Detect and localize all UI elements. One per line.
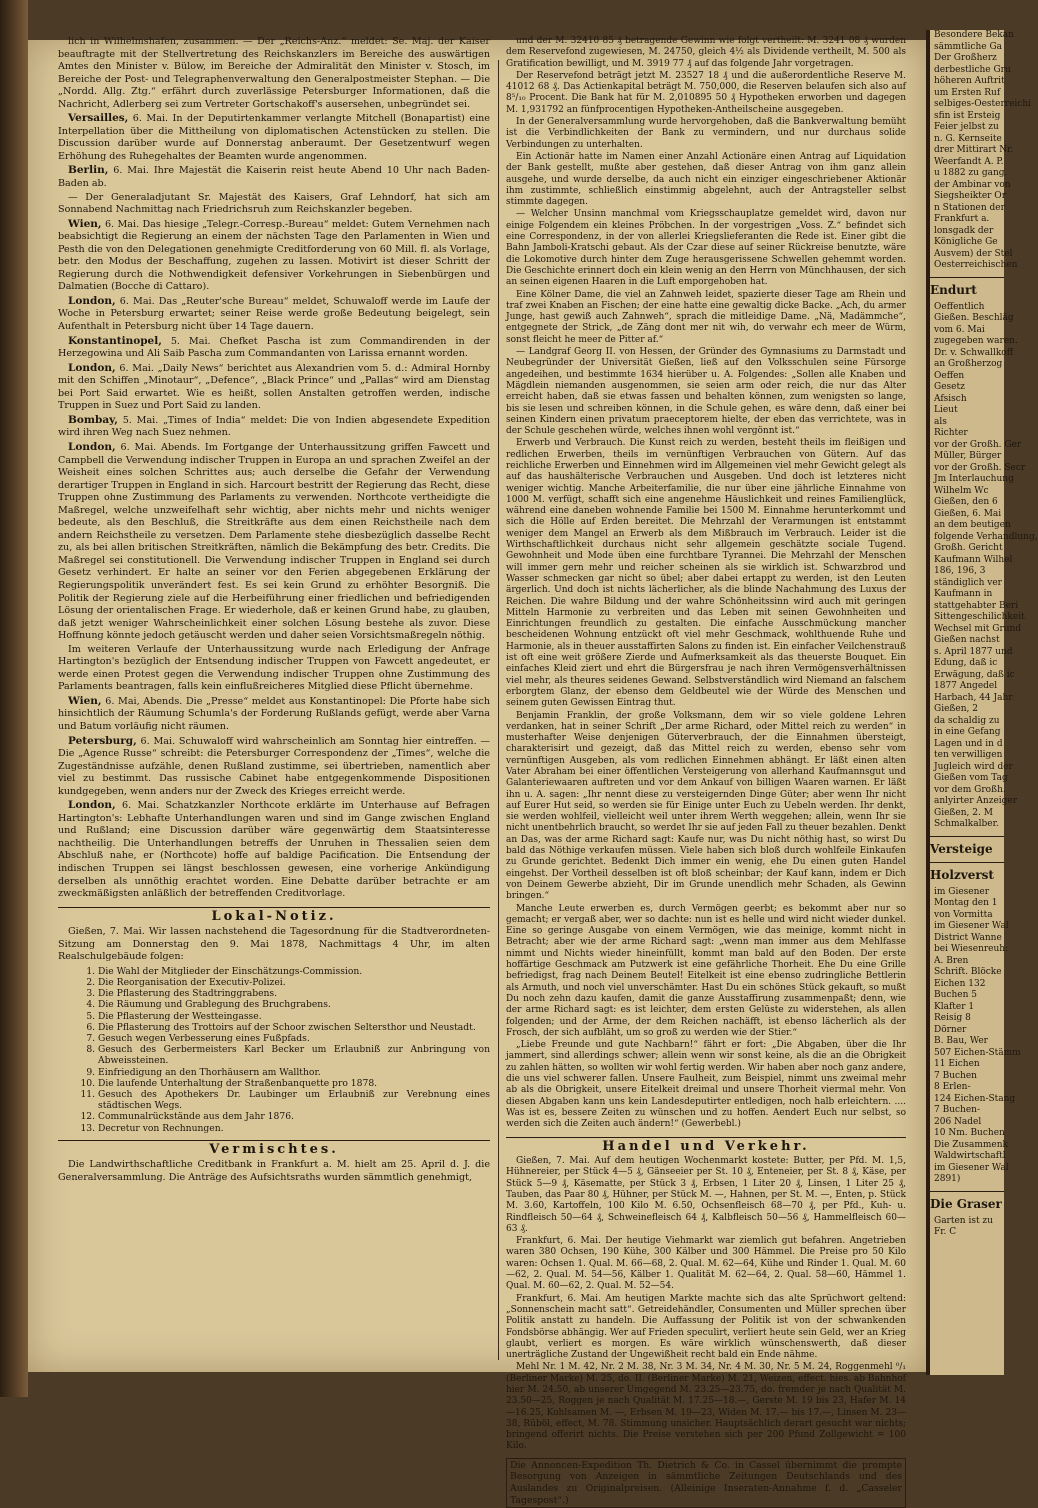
lokal-notiz-heading: Lokal-Notiz. [58, 907, 490, 924]
market-paragraph: Mehl Nr. 1 M. 42, Nr. 2 M. 38, Nr. 3 M. 34, Nr. 4 M. 30, Nr. 5 M. 24, Roggenmehl ⁰/₁ (Berliner Marke) M. 25, do. II. (Berliner Marke) M. 21, Weizen, effect. hies. ab Bahnhof hier M. 24.50, ab unserer Umgegend M. 23.25—23.75, do. fremder je nach Qualität M. 23.50—25, Roggen je nach Qualität M. 17.25—18.—, Gerste M. 19 bis 23, Hafer M. 14—16.25, Kohlsamen M. —, Erbsen M. 19—23, Widen M. 17.— bis 17.—, Linsen M. 23—38, Rüböl, effect, M. 78. Stimmung unsicher. Hauptsächlich derart gesucht war nichts; bringend offerirt nichts. Die Preise verstehen sich per 200 Pfund Zollgewicht = 100 Kilo. [506, 1362, 906, 1452]
edge-text-line: Erwägung, daß ic [934, 669, 1015, 680]
edge-text-line: Gießen, 2. M [934, 807, 993, 818]
edge-text-line: Waldwirtschaftl [934, 1151, 1006, 1161]
edge-text-line: an Großherzog [934, 359, 1003, 369]
adjacent-page-edge [926, 30, 1038, 1375]
edge-text-line: 11 Eichen [934, 1059, 980, 1069]
edge-text-line: Großh. Gericht [934, 543, 1003, 553]
edge-text-line: derbestliche Gru [934, 64, 1011, 75]
lokal-notiz-intro: Gießen, 7. Mai. Wir lassen nachstehend die Tagesordnung für die Stadtverordneten-Sitzung am Donnerstag den 9. Mai 1878, Nachmittags 4 Uhr, im alten Realschulgebäude folgen: [58, 926, 490, 963]
article-paragraph: Benjamin Franklin, der große Volksmann, dem wir so viele goldene Lehren verdanken, hat in seiner Schrift „Der arme Richard, oder Mittel reich zu werden“ in musterhafter Weise denjenigen Güterverbrauch, der die Einnahmen übersteigt, charakterisirt und gezeigt, daß das Mittel reich zu werden, ebenso sehr vom vernünftigen Ausgeben, als vom redlichen Einnehmen abhängt. Er läßt einen alten Vater Abraham bei einer öffentlichen Versteigerung von allerhand Kaufmannsgut und Galanteriewaaren auftreten und vor dem Ankauf von billigen Waaren warnen. Er läßt ihn u. A. sagen: „Ihr nennt diese zu versteigernden Dinge Güter; aber wenn Ihr nicht auf Eurer Hut seid, so werden sie für Einige unter Euch zu Uebeln werden. Ihr denkt, sie werden wohlfeil, vielleicht weil unter ihrem Werth weggehen; allein, wenn Ihr sie nicht unentbehrlich braucht, so werdet Ihr sie auf jeden Fall zu theuer bezahlen. Denkt an Das, was der arme Richard sagt: Kaufe nur, was Du nicht nöthig hast, so wirst Du bald das Nöthige verkaufen müssen. Viele haben sich bloß durch wohlfeile Einkaufen zu Grunde gerichtet. Bedenkt Dich immer ein wenig, ehe Du einen guten Handel eingehst. Der Vortheil desselben ist oft bloß scheinbar; der Kauf kann, indem er Dich von Deinem Gewerbe abzieht, Dir im Grunde unendlich mehr Schaden, als Gewinn bringen.“ [506, 710, 906, 902]
dateline-city: London, [68, 440, 116, 453]
edge-divider [930, 862, 1004, 863]
vermischtes-continued [506, 36, 906, 1131]
edge-divider [930, 277, 1004, 278]
dateline-city: Konstantinopel, [68, 334, 162, 347]
article-paragraph: Der Reservefond beträgt jetzt M. 23527 18 ₰ und die außerordentliche Reserve M. 41012 68 ₰. Das Actienkapital beträgt M. 750,000, die Reserven belaufen sich also auf 8⁵/₁₀ Procent. Die Bank hat für M. 2,010895 50 ₰ Hypotheken erworben und dagegen M. 1,931792 an fünfprocentigen Hypotheken-Antheilscheine ausgegeben. [506, 70, 906, 115]
edge-text-line: Wechsel mit Grund [934, 623, 1022, 634]
edge-text-line: lonsgadk der [934, 225, 994, 236]
paragraph-text: 6. Mai. In der Deputirtenkammer verlangte Mitchell (Bonapartist) eine Interpellation über die Mittheilung von diplomatischen Actenstücken zu stellen. Die Discussion darüber wurde auf Donnerstag anberaumt. Der Gesetzentwurf wegen Erhöhung des Ruhegehaltes der Beamten wurde angenommen. [58, 113, 490, 162]
news-paragraph [58, 218, 490, 294]
news-paragraph [58, 695, 490, 734]
edge-text-line: vor der Großh. Secr [934, 462, 1026, 473]
edge-text-line: als [934, 416, 947, 427]
edge-divider [930, 836, 1004, 837]
paragraph-text: 6. Mai. Schatzkanzler Northcote erklärte im Unterhause auf Befragen Hartington's: Lebhafte Unterhandlungen waren und sind im Gange zwischen England und Rußland; eine Discussion darüber wäre gegenwärtig dem Staatsinteresse nachtheilig. Die Unterhandlungen betreffs der Unruhen in Thessalien seien dem Abschluß nahe, er (Northcote) hoffe auf baldige Pacification. Die Entsendung der indischen Truppen sei längst beschlossen gewesen, eine vorherige Ankündigung derselben als unnöthig erachtet worden. Eine Debatte darüber betrachte er am zweckmäßigsten anläßlich der betreffenden Creditvorlage. [58, 800, 490, 900]
left-column [58, 36, 490, 1186]
edge-text-line: Edung, daß ic [934, 658, 998, 668]
edge-text-line: Oeffen [934, 370, 965, 381]
edge-text-line: Sittengeschilichkeit [934, 612, 1025, 622]
edge-text-line: höheren Auftrit [934, 76, 1005, 86]
agenda-item: 2. Die Reorganisation der Executiv-Polizei. [98, 977, 490, 988]
edge-text-line: Die Zusammenk [934, 1139, 1008, 1150]
agenda-item: 12. Communalrückstände aus dem Jahr 1876. [98, 1111, 490, 1122]
agenda-list [58, 966, 490, 1134]
news-paragraphs [58, 36, 490, 901]
news-paragraph [58, 735, 490, 799]
news-paragraph [58, 164, 490, 190]
agenda-item: 9. Einfriedigung an den Thorhäusern am Wallthor. [98, 1067, 490, 1078]
right-column [506, 36, 906, 1508]
edge-heading-graser: Die Graser [930, 1196, 1002, 1211]
agenda-item: 7. Gesuch wegen Verbesserung eines Fußpfads. [98, 1033, 490, 1044]
news-paragraph [58, 335, 490, 361]
edge-text-line: Lagen und in d [934, 738, 1003, 749]
edge-text-line: Gesetz [934, 382, 965, 392]
edge-text-line: um Ersten Ruf [934, 87, 1001, 98]
edge-auction-lines [930, 886, 1021, 1186]
article-paragraph: Erwerb und Verbrauch. Die Kunst reich zu werden, besteht theils im fleißigen und redlichen Erwerben, theils im vernünftigen Verbrauchen von Gütern. Auf das reichliche Erwerben und Einnehmen wird im Allgemeinen viel mehr Gewicht gelegt als auf das haushälterische Verbrauchen und Ausgeben. Und doch ist letzteres nicht weniger wichtig. Manche Arbeiterfamilie, die nur über eine jährliche Einnahme von 1000 M. verfügt, schafft sich eine angenehme Häuslichkeit und reines Familienglück, während eine daneben wohnende Familie bei 1500 M. Einnahme herunterkommt und sich die Hölle auf Erden bereitet. Die Mehrzahl der Verarmungen ist entstammt weniger dem Mangel an Erwerb als dem Mißbrauch im Verbrauch. Leider ist die Wirthschaftlichkeit durchaus nicht sehr allgemein geschätzte sociale Tugend. Gewohnheit und Mode üben eine furchtbare Tyrannei. Die Mehrzahl der Menschen will immer gern mehr und reicher scheinen als sie wirklich ist. Schwarzbrod und Wasser schmecken gar nicht so übel; aber dabei ertappt zu werden, ist den Leuten ärgerlich. Und doch ist nichts lächerlicher, als die blinde Nachahmung des Luxus der Reichen. Die wahre Bildung und der wahre Schönheitssinn wird auch mit geringen Mitteln Harmonie zu verbreiten und das Leben mit seinen Gewohnheiten und Einrichtungen freundlich zu gestalten. Die einfache Ausschmückung mancher bescheidenen Wohnung entzückt oft viel mehr Geschmack, wohlthuende Ruhe und Harmonie, als in theuer ausstaffirten Salons zu finden ist. Ein einfacher Veilchenstrauß ist oft eine weit größere Zierde und Aufmerksamkeit als das theuerste Bouquet. Ein einfaches Kleid ziert und ehrt die Bürgersfrau je nach ihren Vermögensverhältnissen viel mehr, als theures seidenes Gewand. Selbstverständlich wird Niemand an falschem erborgtem Glanz, der ebenso dem Geldbeutel wie der Würde des Menschen und seinem guten Gewissen Eintrag thut. [506, 438, 906, 709]
paragraph-text: 6. Mai. Abends. Im Fortgange der Unterhaussitzung griffen Fawcett und Campbell die Verwendung indischer Truppen in Europa an und sprachen Zweifel an der Weisheit eines solchen Schrittes aus; auch derselbe die Gefahr der Verwendung derartiger Truppen in England in sich. Harcourt bestritt der Regierung das Recht, diese Truppen ohne Zustimmung des Parlaments zu verwenden. Northcote vertheidigte die Maßregel, welche unzweifelhaft sehr wichtig, aber nichts mehr und nichts weniger bedeute, als den Beschluß, die Streitkräfte aus dem einen Reichstheile nach dem andern Reichstheile zu versetzen. Dem Parlamente stehe diesbezüglich dasselbe Recht zu, als bei allen britischen Streitkräften, nämlich die Bekämpfung des betr. Credits. Die Maßregel sei constitutionell. Die Verwendung indischer Truppen in England sei durch Gesetz verhindert. Er halte an seiner vor den Ferien abgegebenen Erklärung der Regierungspolitik unverändert fest. Es sei kein Grund zu erhöhter Besorgniß. Die Politik der Regierung ziele auf die Herbeiführung einer friedlichen und befriedigenden Lösung der orientalischen Frage. Er wiederhole, daß er keinen Grund habe, zu glauben, daß jetzt weniger Wahrscheinlichkeit einer solchen Lösung bestehe als zuvor. Diese Hoffnung könnte jedoch getäuscht werden und daher seien Vorsichtsmaßregeln nöthig. [58, 441, 490, 642]
edge-text-line: Gießen, 6. Mai [934, 508, 1002, 519]
edge-text-line: Königliche Ge [934, 237, 998, 247]
paragraph-text: 5. Mai. „Times of India“ meldet: Die von Indien abgesendete Expedition wird ihren Weg nach Suez nehmen. [58, 414, 490, 439]
edge-text-line: Besondere Bekan [934, 30, 1014, 40]
edge-text-line: Jugleich wird der [934, 761, 1013, 772]
edge-text-line: sämmtliche Ga [934, 41, 1003, 52]
edge-text-line: Müller, Bürger [934, 451, 1002, 461]
edge-text-line: vom 6. Mai [934, 324, 985, 335]
news-paragraph [58, 799, 490, 900]
edge-text-line: der Ambinar von [934, 179, 1011, 190]
edge-text-line: 10 Nm. Buchen [934, 1128, 1005, 1138]
dateline-city: Petersburg, [68, 734, 137, 747]
edge-text-line: Fr. C [934, 1227, 957, 1237]
edge-text-line: 186, 196, 3 [934, 566, 986, 576]
edge-text-line: A. Bren [934, 955, 969, 966]
edge-text-line: an dem beutigen [934, 520, 1011, 530]
edge-text-line: District Wanne [934, 932, 1002, 943]
edge-text-line: ständiglich ver [934, 577, 1002, 588]
edge-notice-lines [930, 301, 1026, 521]
edge-text-line: Oeffentlich [934, 301, 985, 312]
dateline-city: London, [68, 799, 116, 812]
book-binding [0, 0, 28, 1397]
market-paragraph: Frankfurt, 6. Mai. Der heutige Viehmarkt war ziemlich gut befahren. Angetrieben waren 380 Ochsen, 190 Kühe, 300 Kälber und 300 Hämmel. Die Preise pro 50 Kilo waren: Ochsen 1. Qual. M. 66—68, 2. Qual. M. 62—64, Kühe und Rinder 1. Qual. M. 60—62, 2. Qual. M. 54—56, Kälber 1. Qualität M. 62—64, 2. Qual. 58—60, Hämmel 1. Qual. M. 60—62, 2. Qual. M. 52—54. [506, 1236, 906, 1292]
edge-text-line: selbiges-Oesterreichi [934, 99, 1032, 109]
edge-text-line: in eine Gefang [934, 727, 1001, 737]
vermischtes-text: Die Landwirthschaftliche Creditbank in Frankfurt a. M. hielt am 25. April d. J. die Generalversammlung. Die Anträge des Aufsichtsraths wurden sämmtlich genehmigt, [58, 1159, 490, 1183]
agenda-item: 8. Gesuch des Gerbermeisters Karl Becker um Erlaubniß zur Anbringung von Abweissteinen. [98, 1044, 490, 1066]
edge-text-line: s. April 1877 und [934, 646, 1013, 657]
edge-text-line: vor dem Großh. [934, 784, 1006, 795]
edge-text-line: Reisig 8 [934, 1013, 971, 1023]
paragraph-text: 6. Mai. Ihre Majestät die Kaiserin reist heute Abend 10 Uhr nach Baden-Baden ab. [58, 165, 490, 190]
paragraph-text: Im weiteren Verlaufe der Unterhaussitzung wurde nach Erledigung der Anfrage Hartington's bezüglich der Entsendung indischer Truppen von Fawcett angedeutet, er werde einen Protest gegen die Verwendung indischer Truppen ohne Zustimmung des Parlaments beantragen, falls kein einflußreicheres Mitglied diese Pflicht übernehme. [58, 643, 490, 693]
edge-text-line: drer Mittirart Nr. [934, 145, 1014, 155]
dateline-city: Bombay, [68, 413, 118, 426]
agenda-item: 11. Gesuch des Apothekers Dr. Laubinger um Erlaubniß zur Verebnung eines städtischen Wegs. [98, 1089, 490, 1111]
edge-text-line: Richter [934, 428, 968, 438]
edge-announcements [930, 30, 1032, 272]
paragraph-text: 6. Mai, Abends. Die „Presse“ meldet aus Konstantinopel: Die Pforte habe sich hinsichtlich der Räumung Schumla's der Forderung Rußlands gefügt, werde aber Varna und Batum vorläufig nicht räumen. [58, 695, 490, 732]
edge-final-lines [930, 1216, 1004, 1239]
edge-text-line: Dr. v. Schwallkoff [934, 347, 1014, 358]
edge-text-line: vor der Großh. Ger [934, 439, 1022, 450]
paragraph-text: 5. Mai. Chefket Pascha ist zum Commandirenden in der Herzegowina und Ali Saib Pascha zum Commandanten von Larissa ernannt worden. [58, 335, 490, 360]
edge-text-line: Gießen, 2 [934, 704, 978, 714]
edge-text-line: Ausvem) der Stel [934, 248, 1013, 259]
edge-text-line: Weerfandt A. P. [934, 156, 1004, 167]
edge-text-line: im Giesener [934, 886, 990, 897]
edge-text-line: Der Großherz [934, 53, 997, 63]
edge-text-line: Frankfurt a. [934, 214, 990, 224]
article-paragraph: — Landgraf Georg II. von Hessen, der Gründer des Gymnasiums zu Darmstadt und Neubegründer der Universität Gießen, ließ auf den Volksschulen seine Fürsorge angedeihen, und bestimmte 1634 hierüber u. A. Folgendes: „Sollen alle Knaben und Mägdlein niemanden ausgenommen, sie seien arm oder reich, die nur das Alter erreicht haben, daß sie etwas fassen und behalten können, zum wenigsten so lange, bis sie lesen und schreiben können, in die Schule gehen, es wäre denn, daß einer bei seinen Kindern einen privatum praeceptorem hielte, der eben das verrichtete, was in der Schule geschehen würde, welches ihnen wohl vergönnt ist.“ [506, 347, 906, 437]
agenda-item: 6. Die Pflasterung des Trottoirs auf der Schoor zwischen Seltersthor und Neustadt. [98, 1022, 490, 1033]
edge-text-line: Eichen 132 [934, 978, 986, 989]
edge-court-lines [930, 520, 1038, 831]
agenda-item: 4. Die Räumung und Grablegung des Bruchgrabens. [98, 999, 490, 1010]
article-paragraph: und der M. 32410 85 ₰ betragende Gewinn wie folgt vertheilt: M. 3241 08 ₰ wurden dem Reservefond zugewiesen, M. 24750, gleich 4½ als Dividende vertheilt, M. 500 als Gratification bewilligt, und M. 3919 77 ₰ auf das folgende Jahr vorgetragen. [506, 36, 906, 69]
edge-text-line: ten verwilligen [934, 750, 1003, 760]
advertisement-box: Die Annoncen-Expedition Th. Dietrich & Co. in Cassel übernimmt die prompte Besorgung von Anzeigen in sämmtliche Zeitungen Deutschlands und des Auslandes zu Originalpreisen. (Alleinige Inseraten-Annahme f. d. „Casseler Tagespost“.) [506, 1458, 906, 1508]
edge-text-line: Kaufmann in [934, 589, 993, 599]
edge-text-line: 7 Buchen [934, 1070, 977, 1081]
column-divider [498, 60, 499, 1360]
article-paragraph: „Liebe Freunde und gute Nachbarn!“ fährt er fort: „Die Abgaben, über die Ihr jammert, sind allerdings schwer; allein wenn wir sonst keine, als die an die Obrigkeit zu zahlen hätten, so wollten wir wohl fertig werden. Wir haben aber noch ganz andere, die uns viel schwerer fallen. Unsere Faulheit, zum Beispiel, nimmt uns zweimal mehr ab als die Obrigkeit, unsere Eitelkeit dreimal und unsere Thorheit viermal mehr. Von diesen Abgaben kann uns kein Landesdeputirter entledigen, noch halb erleichtern. .... Was ist es, bessere Zeiten zu wünschen und zu hoffen. Aendert Euch nur selbst, so werden sich die Zeiten auch ändern!“ (Gewerbebl.) [506, 1040, 906, 1130]
edge-text-line: 8 Erlen- [934, 1082, 971, 1092]
market-paragraph: Frankfurt, 6. Mai. Am heutigen Markte machte sich das alte Sprüchwort geltend: „Sonnenschein macht satt“. Getreidehändler, Consumenten und Müller sprechen über Politik anstatt zu handeln. Die Auffassung der Politik ist von der schwankenden Fondsbörse abhängig. Wer auf Frieden speculirt, verliert heute sein Geld, wer an Krieg glaubt, verliert es morgen. Es wäre wirklich wünschenswerth, daß dieser unerträgliche Zustand der Ungewißheit recht bald ein Ende nähme. [506, 1293, 906, 1361]
edge-text-line: Garten ist zu [934, 1215, 993, 1226]
agenda-item: 10. Die laufende Unterhaltung der Straßenbanquette pro 1878. [98, 1078, 490, 1089]
edge-text-line: da schaldig zu [934, 715, 1000, 726]
paragraph-text: 6. Mai. Das hiesige „Telegr.-Corresp.-Bureau“ meldet: Gutem Vernehmen nach beabsichtigt die Regierung an einem der nächsten Tage den Parlamenten in Wien und Pesth die von den Delegationen genehmigte Creditforderung von 60 Mill. fl. als Vorlage, betr. den Modus der Beschaffung, zugehen zu lassen. Motivirt ist dieser Schritt der Regierung durch die Nothwendigkeit defensiver Vorkehrungen in Siebenbürgen und Dalmatien (Bocche di Cattaro). [58, 218, 490, 293]
edge-text-line: im Giesener Wal [934, 921, 1009, 931]
edge-text-line: Jm Interlauchung [934, 474, 1014, 484]
news-paragraph [58, 441, 490, 643]
article-paragraph: — Welcher Unsinn manchmal vom Kriegsschauplatze gemeldet wird, davon nur einige Folgendem ein kleines Pröbchen. In der vorgestrigen „Voss. Z.“ befindet sich eine Correspondenz, in der von allerlei Kriegslieferanten die Rede ist. Einer gibt die Bahn Jamboli-Kratschi gebaut. Als der Czar diese auf seiner Rückreise benutzte, wäre die Lokomotive durch hinter dem Zuge herausgerissene Schwellen gehemmt worden. Die Geschichte erinnert doch ein klein wenig an den Herrn von Münchhausen, der sich an seinen eigenen Haaren in die Luft emporgehoben hat. [506, 209, 906, 288]
market-reports [506, 1156, 906, 1453]
edge-text-line: n. G. Kernseite [934, 133, 1002, 144]
edge-text-line: u 1882 zu gang. [934, 168, 1008, 178]
paragraph-text: lich in Wilhelmshafen, zusammen. — Der „Reichs-Anz.“ meldet: Se. Maj. der Kaiser beauftragte mit der Stellvertretung des Reichskanzlers im Bereiche des auswärtigen Amtes den Minister v. Bülow, im Bereiche der Admiralität den Minister v. Stosch, im Bereiche der Post- und Telegraphenverwaltung den Generalpostmeister Stephan. — Die „Nordd. Allg. Ztg.“ erfährt durch zuverlässige Petersburger Informationen, daß die Nachricht, Adlerberg sei zum Vertreter Gortschakoff's ausersehen, unbegründet sei. [58, 36, 490, 110]
edge-text-line: Montag den 1 [934, 898, 998, 908]
edge-text-line: Siegsheikter Or [934, 191, 1006, 201]
dateline-city: London, [68, 294, 116, 307]
edge-divider [930, 1191, 1004, 1192]
dateline-city: Wien, [68, 694, 102, 707]
edge-text-line: Gießen nachst [934, 635, 1000, 645]
market-paragraph: Gießen, 7. Mai. Auf dem heutigen Wochenmarkt kostete: Butter, per Pfd. M. 1,5, Hühnereier, per Stück 4—5 ₰, Gänseeier per St. 10 ₰, Enteneier, per St. 8 ₰, Käse, per Stück 5—9 ₰, Käsematte, per Stück 3 ₰, Erbsen, 1 Liter 20 ₰, Linsen, 1 Liter 25 ₰, Tauben, das Paar 80 ₰, Hühner, per Stück M. —, Hahnen, per St. M. —, Enten, p. Stück M. 3.60, Kartoffeln, 100 Kilo M. 6.50, Ochsenfleisch 68—70 ₰, per Pfd., Kuh- u. Rindfleisch 50—64 ₰, Schweinefleisch 64 ₰, Kalbfleisch 50—56 ₰, Hammelfleisch 60—63 ₰. [506, 1156, 906, 1234]
news-paragraph [58, 295, 490, 334]
dateline-city: London, [68, 361, 116, 374]
paragraph-text: — Der Generaladjutant Sr. Majestät des Kaisers, Graf Lehndorf, hat sich am Sonnabend Nachmittag nach Friedrichsruh zum Reichskanzler begeben. [58, 191, 490, 216]
edge-text-line: Schmalkalber. [934, 819, 999, 829]
edge-text-line: Klafter 1 [934, 1001, 975, 1012]
agenda-item: 3. Die Pflasterung des Stadtringgrabens. [98, 988, 490, 999]
edge-text-line: 2891) [934, 1174, 961, 1184]
edge-text-line: Gießen vom Tag [934, 773, 1008, 783]
edge-text-line: Oesterreichischen [934, 260, 1018, 270]
edge-text-line: 507 Eichen-Stämm [934, 1047, 1021, 1058]
edge-text-line: 7 Buchen- [934, 1105, 980, 1115]
agenda-item: 5. Die Pflasterung der Westteingasse. [98, 1011, 490, 1022]
agenda-item: 13. Decretur von Rechnungen. [98, 1123, 490, 1134]
edge-text-line: bei Wiesenreuh: [934, 944, 1009, 954]
edge-text-line: n Stationen der [934, 202, 1005, 213]
news-paragraph [58, 192, 490, 217]
edge-text-line: Buchen 5 [934, 990, 977, 1000]
edge-heading-endurt: Endurt [930, 282, 977, 297]
edge-text-line: Gießen. Beschläg [934, 313, 1014, 323]
edge-text-line: Dörner [934, 1024, 967, 1035]
dateline-city: Berlin, [68, 164, 109, 177]
edge-heading-holz: Holzverst [930, 867, 994, 882]
paragraph-text: 6. Mai. „Daily News“ berichtet aus Alexandrien vom 5. d.: Admiral Hornby mit den Schiffen „Minotaur“, „Defence“, „Black Prince“ und „Pallas“ wird am Dienstag bei Port Said erwartet. Wie es heißt, sollen Anstalten getroffen werden, indische Truppen in Suez und Port Said zu landen. [58, 362, 490, 412]
vermischtes-heading: Vermischtes. [58, 1140, 490, 1157]
edge-heading-versteige: Versteige [930, 841, 993, 856]
news-paragraph [58, 362, 490, 413]
agenda-item: 1. Die Wahl der Mitglieder der Einschätzungs-Commission. [98, 966, 490, 977]
article-paragraph: Eine Kölner Dame, die viel an Zahnweh leidet, spazierte dieser Tage am Rhein und traf zwei Knaben an Fischen; der eine hatte eine gewaltig dicke Backe. „Ach, du armer Junge, hast gewiß auch Zahnweh“, sprach die mitleidige Dame. „Nä, Madämmche“, entgegnete der Strick, „de Zäng dont mer nit wih, do verwahr ech meer de Würm, sonst fleicht he meer de Pitter af.“ [506, 289, 906, 345]
edge-text-line: Harbach, 44 Jahr [934, 692, 1013, 703]
article-paragraph: Ein Actionär hatte im Namen einer Anzahl Actionäre einen Antrag auf Liquidation der Bank gestellt, mußte aber gestehen, daß dieser Antrag von ihm ganz allein ausgehe, und wurde derselbe, da auch nicht ein einziger eingeschriebener Aktionär ihm zustimmte, schließlich einstimmig abgelehnt, auch der Antragsteller selbst stimmte dagegen. [506, 151, 906, 208]
edge-text-line: Gießen, den 6 [934, 497, 998, 507]
edge-text-line: von Vormitta [934, 909, 993, 920]
news-paragraph [58, 414, 490, 440]
edge-text-line: Kaufmann Wilhel [934, 554, 1013, 565]
dateline-city: Versailles, [68, 112, 129, 125]
paragraph-text: 6. Mai. Schuwaloff wird wahrscheinlich am Sonntag hier eintreffen. — Die „Agence Russe“ schreibt: die Petersburger Correspondenz der „Times“, welche die Zugeständnisse aufzähle, denen Rußland zustimme, sei übertrieben, namentlich aber viel zu bestimmt. Das russische Cabinet habe entgegenkommende Dispositionen kundgegeben, wenn anders nur der Zweck des Krieges erreicht werde. [58, 735, 490, 797]
edge-text-line: folgende Verhandlung, [934, 531, 1038, 542]
edge-text-line: Lieut [934, 405, 958, 415]
dateline-city: Wien, [68, 217, 102, 230]
article-paragraph: In der Generalversammlung wurde hervorgehoben, daß die Bankverwaltung bemüht ist die Verbindlichkeiten der Bank zu vermindern, und nur durchaus solide Verbindungen zu unterhalten. [506, 117, 906, 150]
edge-text-line: 1877 Angedel [934, 681, 998, 691]
edge-text-line: 124 Eichen-Stang [934, 1093, 1016, 1104]
edge-text-line: Wilhelm Wc [934, 485, 989, 496]
edge-text-line: Afsisch [934, 393, 967, 404]
handel-heading: Handel und Verkehr. [506, 1137, 906, 1154]
edge-text-line: B. Bau, Wer [934, 1036, 988, 1046]
news-paragraph [58, 36, 490, 111]
paragraph-text: 6. Mai. Das „Reuter'sche Bureau“ meldet, Schuwaloff werde im Laufe der Woche in Petersburg erwartet; seiner Reise werde große Bedeutung beigelegt, sein Aufenthalt in Petersburg nicht über 14 Tage dauern. [58, 295, 490, 333]
edge-text-line: im Giesener Wal [934, 1162, 1009, 1173]
edge-text-line: anlyirter Anzeiger [934, 796, 1018, 806]
edge-text-line: 206 Nadel [934, 1116, 982, 1127]
edge-text-line: zugegeben waren. [934, 336, 1018, 346]
edge-text-line: sfin ist Ersteig [934, 110, 1001, 121]
edge-text-line: Feier jelbst zu [934, 122, 999, 132]
news-paragraph [58, 112, 490, 163]
edge-text-line: stattgehabter Beri [934, 600, 1019, 611]
edge-text-line: Schrift. Blöcke [934, 967, 1002, 977]
news-paragraph [58, 644, 490, 694]
article-paragraph: Manche Leute erwerben es, durch Vermögen geerbt; es bekommt aber nur so gemacht; er vergaß aber, wer so dachte: nun ist es helle und wird nicht wieder dunkel. Eine so geringe Ausgabe von einem Vermögen, wie das meinige, kommt nicht in Betracht; aber wie der arme Richard sagt: „wenn man immer aus dem Mehlfasse nimmt und Nichts wieder hineinfüllt, kommt man bald auf den Boden. Der erste hoffärtige Geschmack am Putzwerk ist eine gefährliche Thorheit. Ehe Du eine Grille befriedigst, frag nach Deinem Beutel! Eitelkeit ist eine ebenso zudringliche Bettlerin als Armuth, und noch viel unverschämter. Hast Du ein schönes Stück gekauft, so mußt Du noch zehn dazu kaufen, damit die ganze Ausstaffirung zusammenpaßt; denn, wie der arme Richard sagt: es ist leichter, dem ersten Gelüste zu widerstehen, als allen folgenden; und der Arme, der dem Reichen nachäfft, ist ebenso lächerlich als der Frosch, der sich aufbläht, um so groß zu werden wie der Stier.“ [506, 903, 906, 1038]
